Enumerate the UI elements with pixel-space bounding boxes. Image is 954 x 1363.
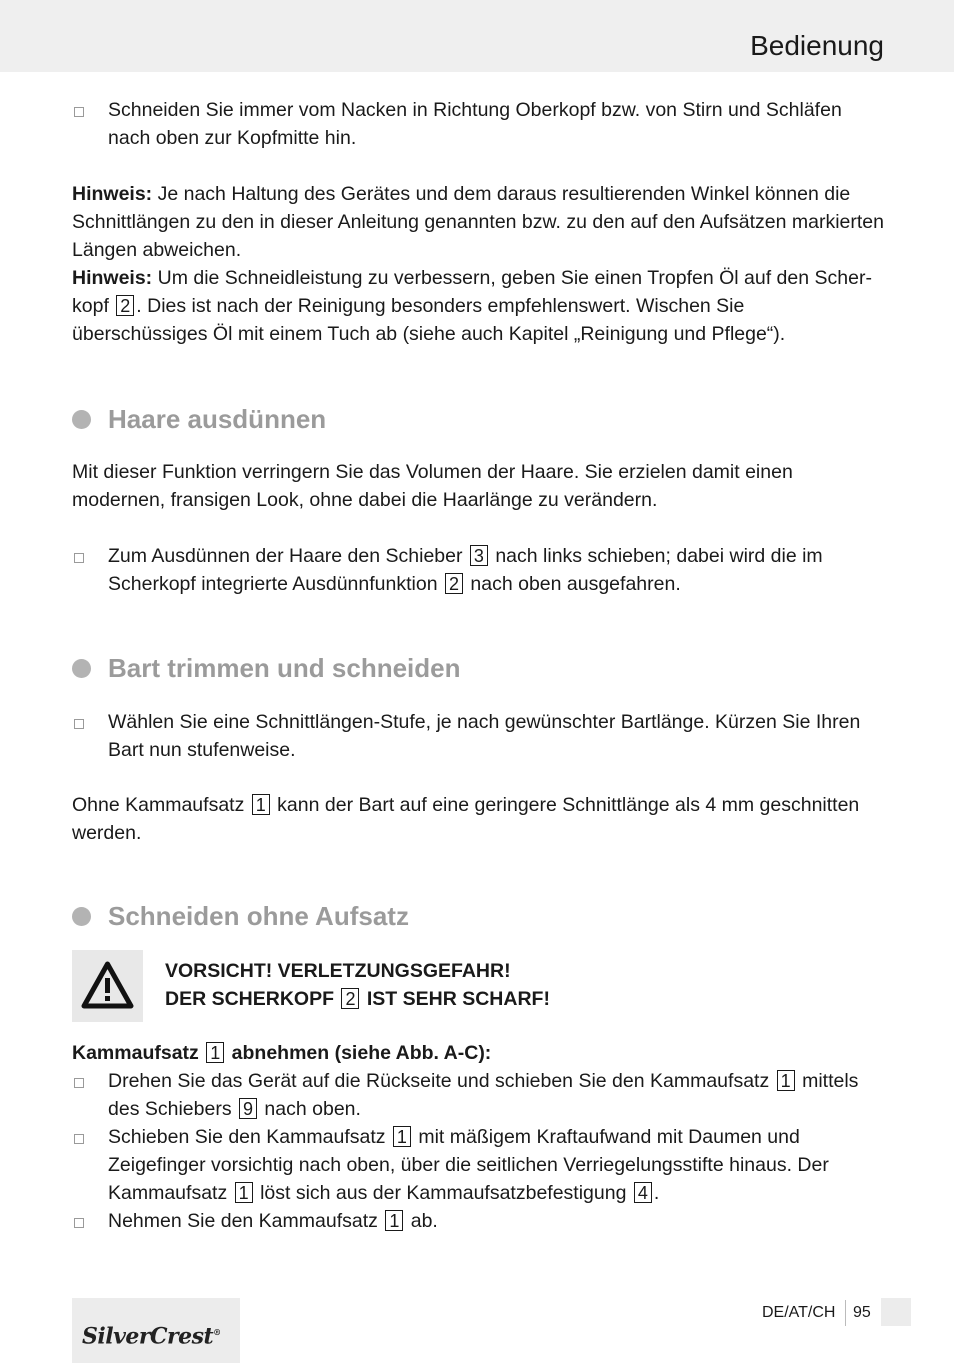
text-span: Zum Ausdünnen der Haare den Schieber xyxy=(108,545,468,567)
text-span: mit mäßigem Kraftaufwand mit Daumen und Zeigefinger vorsichtig nach oben, über die seitlichen Verriegelungsstifte hinaus. Der Kammaufsatz xyxy=(108,1126,829,1204)
section-title: Haare ausdünnen xyxy=(108,404,327,434)
warning-text xyxy=(165,957,550,1013)
section-heading xyxy=(72,899,884,933)
part-reference: 2 xyxy=(116,295,134,316)
text-span: abnehmen (siehe Abb. A-C): xyxy=(226,1042,492,1064)
page-title: Bedienung xyxy=(750,30,884,61)
warning-box xyxy=(72,950,884,1022)
brand-logo-text xyxy=(82,1318,221,1350)
text-span: Ohne Kammaufsatz xyxy=(72,794,250,816)
text-span: Kammaufsatz xyxy=(72,1042,205,1064)
section-title: Schneiden ohne Aufsatz xyxy=(108,901,409,931)
bullet-square-icon xyxy=(74,107,84,117)
part-reference: 1 xyxy=(393,1126,411,1147)
section-bullet-icon xyxy=(72,410,91,429)
region-label: DE/AT/CH xyxy=(762,1304,836,1321)
list-item xyxy=(72,542,884,598)
bullet-text xyxy=(108,1067,884,1123)
part-reference: 2 xyxy=(445,573,463,594)
warning-line: VORSICHT! VERLETZUNGSGEFAHR! xyxy=(165,960,511,982)
note-text: . Dies ist nach der Reinigung besonders empfehlenswert. Wischen Sie überschüssiges Öl mit einem Tuch ab (siehe auch Kapitel „Reinigung und Pflege“). xyxy=(72,295,786,345)
note-label: Hinweis: xyxy=(72,183,153,205)
bullet-text xyxy=(108,1207,884,1235)
section-bullet-icon xyxy=(72,907,91,926)
list-item xyxy=(72,708,884,764)
list-item xyxy=(72,96,884,152)
note-paragraph xyxy=(72,264,884,348)
part-reference: 9 xyxy=(239,1098,257,1119)
bullet-square-icon xyxy=(74,1134,84,1144)
section-heading xyxy=(72,402,884,436)
list-item xyxy=(72,1123,884,1207)
bullet-square-icon xyxy=(74,1218,84,1228)
text-span: nach links schieben; dabei wird die im Scherkopf integrierte Ausdünnfunktion xyxy=(108,545,823,595)
text-span: mittels des Schiebers xyxy=(108,1070,859,1120)
section-bullet-icon xyxy=(72,659,91,678)
part-reference: 3 xyxy=(470,545,488,566)
list-item xyxy=(72,1207,884,1235)
part-reference: 2 xyxy=(341,988,359,1009)
content xyxy=(72,96,884,1235)
text-span: Schieben Sie den Kammaufsatz xyxy=(108,1126,391,1148)
part-reference: 1 xyxy=(206,1042,224,1063)
body-paragraph: Mit dieser Funktion verringern Sie das Volumen der Haare. Sie erzielen damit einen modernen, fransigen Look, ohne dabei die Haarlänge zu verändern. xyxy=(72,461,793,511)
logo-text: SilverCrest xyxy=(82,1323,214,1350)
brand-logo xyxy=(72,1298,240,1363)
footer-divider xyxy=(845,1300,846,1326)
text-span: kann der Bart auf eine geringere Schnittlänge als 4 mm geschnitten werden. xyxy=(72,794,860,844)
page-number: 95 xyxy=(853,1304,871,1321)
bullet-text: Wählen Sie eine Schnittlängen-Stufe, je nach gewünschter Bartlänge. Kürzen Sie Ihren Bart nun stufenweise. xyxy=(108,711,861,761)
bullet-text xyxy=(108,1123,884,1207)
part-reference: 1 xyxy=(777,1070,795,1091)
text-span: nach oben ausgefahren. xyxy=(464,573,681,595)
bullet-square-icon xyxy=(74,1078,84,1088)
note-label: Hinweis: xyxy=(72,267,153,289)
text-span: nach oben. xyxy=(259,1098,361,1120)
section-title: Bart trimmen und schneiden xyxy=(108,653,461,683)
text-span: ab. xyxy=(405,1210,438,1232)
text-span: Nehmen Sie den Kammaufsatz xyxy=(108,1210,384,1232)
text-span: . xyxy=(653,1182,660,1204)
text-span: IST SEHR SCHARF! xyxy=(361,988,550,1010)
part-reference: 1 xyxy=(235,1182,253,1203)
text-span: löst sich aus der Kammaufsatzbefestigung xyxy=(254,1182,632,1204)
bullet-square-icon xyxy=(74,719,84,729)
part-reference: 1 xyxy=(385,1210,403,1231)
warning-line xyxy=(165,985,550,1013)
body-paragraph xyxy=(72,791,884,847)
text-span: Drehen Sie das Gerät auf die Rückseite und schieben Sie den Kammaufsatz xyxy=(108,1070,775,1092)
part-reference: 1 xyxy=(252,794,270,815)
bullet-text: Schneiden Sie immer vom Nacken in Richtung Oberkopf bzw. von Stirn und Schläfen nach oben zur Kopfmitte hin. xyxy=(108,99,842,149)
part-reference: 4 xyxy=(634,1182,652,1203)
note-paragraph xyxy=(72,180,884,264)
warning-icon xyxy=(72,950,143,1022)
section-heading xyxy=(72,651,884,685)
list-item xyxy=(72,1067,884,1123)
bullet-text xyxy=(108,542,884,598)
note-text: Um die Schneidleistung zu verbessern, geben Sie einen Tropfen Öl auf den Scher-kopf xyxy=(72,267,872,317)
bullet-square-icon xyxy=(74,553,84,563)
subheading xyxy=(72,1039,884,1067)
registered-mark: ® xyxy=(213,1327,221,1337)
note-text: Je nach Haltung des Gerätes und dem daraus resultierenden Winkel können die Schnittlängen zu den in dieser Anleitung genannten bzw. zu den auf den Aufsätzen markierten Längen abweichen. xyxy=(72,183,884,261)
footer-tab xyxy=(881,1298,911,1326)
text-span: DER SCHERKOPF xyxy=(165,988,340,1010)
